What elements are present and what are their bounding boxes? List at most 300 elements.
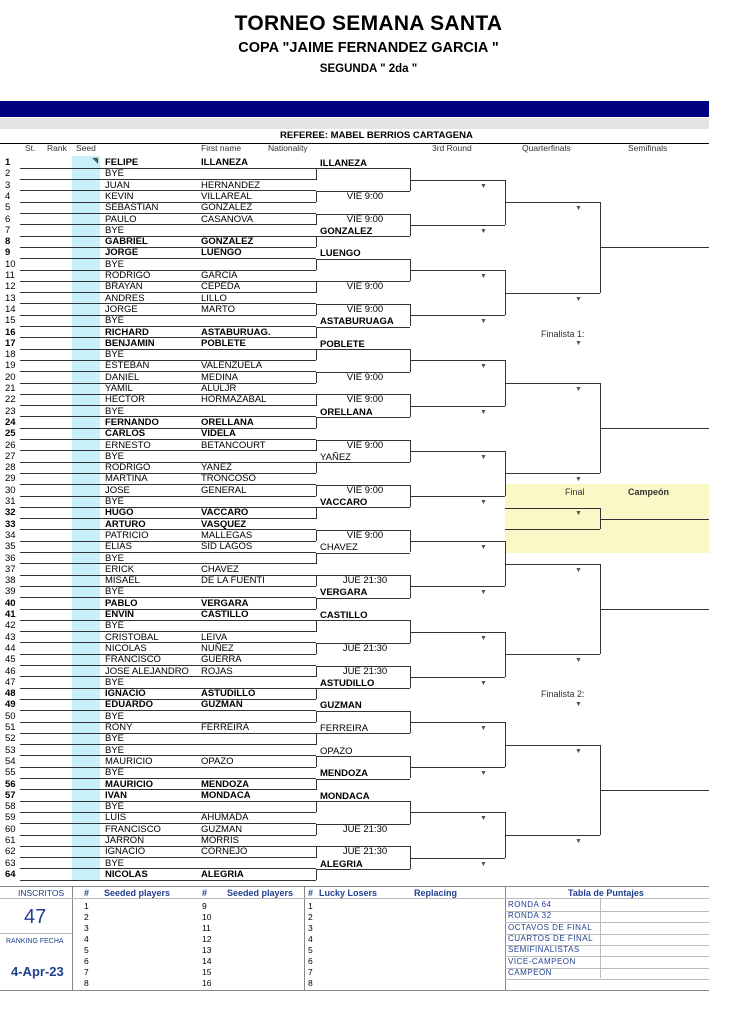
- player-first-name: IGNACIO: [105, 846, 146, 858]
- bracket-line: [316, 824, 317, 835]
- dropdown-arrow-icon[interactable]: ▼: [480, 227, 487, 235]
- player-first-name: ANDRES: [105, 292, 145, 304]
- player-first-name: ERNESTO: [105, 439, 151, 451]
- page-subtitle: COPA "JAIME FERNANDEZ GARCIA ": [238, 40, 499, 56]
- category-label: SEGUNDA " 2da ": [319, 63, 418, 75]
- player-first-name: BYE: [105, 552, 125, 564]
- lucky-loser-number: 3: [308, 923, 313, 933]
- round2-winner: OPAZO: [320, 745, 353, 757]
- draw-position: 22: [5, 394, 16, 406]
- draw-position: 34: [5, 529, 16, 541]
- player-last-name: GUZMAN: [201, 823, 243, 835]
- round2-winner: ALEGRIA: [320, 858, 363, 870]
- row-line: [20, 642, 316, 643]
- dropdown-arrow-icon[interactable]: ▼: [480, 634, 487, 642]
- row-line: [20, 620, 316, 621]
- player-first-name: JOSE ALEJANDRO: [105, 665, 189, 677]
- row-line: [20, 281, 316, 282]
- bracket-line: [316, 575, 317, 586]
- player-first-name: KEVIN: [105, 190, 134, 202]
- seed-number: 3: [84, 923, 89, 933]
- inscritos-count: 47: [24, 906, 47, 928]
- player-first-name: ENVIN: [105, 609, 135, 620]
- dropdown-arrow-icon[interactable]: ▼: [575, 476, 582, 484]
- row-line: [20, 575, 316, 576]
- bracket-line: [316, 575, 410, 576]
- match-time: VIE 9:00: [346, 439, 384, 451]
- dropdown-arrow-icon[interactable]: ▼: [480, 589, 487, 597]
- player-last-name: VALENZUELA: [201, 360, 263, 372]
- player-last-name: HERNANDEZ: [201, 179, 261, 191]
- draw-position: 64: [5, 868, 16, 880]
- dropdown-arrow-icon[interactable]: ▼: [480, 318, 487, 326]
- draw-position: 17: [5, 337, 16, 349]
- player-first-name: LUIS: [105, 812, 127, 824]
- row-line: [20, 360, 316, 361]
- player-last-name: YAÑEZ: [201, 462, 232, 474]
- seed-number: 13: [202, 945, 212, 955]
- header-subband: [0, 118, 709, 129]
- draw-position: 42: [5, 620, 16, 632]
- player-first-name: ARTURO: [105, 518, 146, 530]
- draw-position: 60: [5, 823, 16, 835]
- col-st: St.: [25, 143, 36, 153]
- bracket-line: [410, 632, 505, 633]
- round2-winner: ORELLANA: [320, 406, 373, 418]
- bracket-line: [316, 327, 317, 338]
- player-last-name: POBLETE: [201, 337, 246, 349]
- round2-winner: ASTABURUAGA: [320, 316, 394, 328]
- bracket-line: [410, 180, 505, 181]
- player-last-name: BETANCOURT: [201, 439, 266, 451]
- player-first-name: EDUARDO: [105, 699, 154, 711]
- draw-position: 12: [5, 281, 16, 293]
- match-time: VIE 9:00: [346, 394, 384, 406]
- player-last-name: OPAZO: [201, 755, 234, 767]
- player-first-name: YAMIL: [105, 383, 133, 394]
- seed-number: 15: [202, 967, 212, 977]
- row-line: [20, 778, 316, 779]
- bracket-line: [316, 598, 317, 609]
- player-first-name: BYE: [105, 801, 125, 813]
- player-first-name: BYE: [105, 733, 125, 745]
- final-label: Final: [565, 487, 585, 497]
- round2-winner: MENDOZA: [320, 768, 369, 780]
- seed-marker-icon: ◥: [92, 156, 99, 165]
- player-first-name: BYE: [105, 405, 125, 417]
- col-3rd-round: 3rd Round: [432, 143, 472, 153]
- player-last-name: VASQUEZ: [201, 518, 247, 530]
- player-first-name: RODRIGO: [105, 270, 151, 281]
- bracket-line: [316, 643, 410, 644]
- dropdown-arrow-icon[interactable]: ▼: [575, 295, 582, 303]
- seed-number: 10: [202, 912, 212, 922]
- bracket-line: [316, 666, 410, 667]
- col-seed: Seed: [76, 143, 96, 153]
- champion-label: Campeón: [628, 487, 670, 497]
- draw-position: 25: [5, 428, 16, 440]
- dropdown-arrow-icon[interactable]: ▼: [480, 679, 487, 687]
- ranking-date-label: RANKING FECHA: [6, 938, 64, 945]
- match-time: VIE 9:00: [346, 303, 384, 315]
- player-first-name: HECTOR: [105, 394, 145, 406]
- dropdown-arrow-icon[interactable]: ▼: [480, 408, 487, 416]
- dropdown-arrow-icon[interactable]: ▼: [480, 725, 487, 732]
- bracket-line: [316, 869, 410, 870]
- draw-position: 40: [5, 597, 16, 609]
- dropdown-arrow-icon[interactable]: ▼: [480, 860, 487, 868]
- player-first-name: GABRIEL: [105, 236, 148, 248]
- player-last-name: LILLO: [201, 292, 227, 304]
- draw-position: 56: [5, 778, 16, 790]
- draw-position: 11: [5, 270, 15, 281]
- player-first-name: FRANCISCO: [105, 654, 161, 666]
- bracket-line: [316, 485, 317, 496]
- bracket-line: [600, 609, 709, 610]
- row-line: [20, 529, 316, 530]
- seed-number: 9: [202, 901, 207, 911]
- draw-position: 2: [5, 168, 11, 180]
- bracket-line: [410, 858, 505, 859]
- player-last-name: VERGARA: [201, 597, 249, 609]
- row-line: [20, 371, 316, 372]
- col-nationality: Nationality: [268, 143, 308, 153]
- player-last-name: ORELLANA: [201, 416, 254, 428]
- row-line: [20, 337, 316, 338]
- row-line: [20, 733, 316, 734]
- dropdown-arrow-icon[interactable]: ▼: [480, 499, 487, 506]
- bracket-line: [600, 247, 709, 248]
- seeded-hash-b: #: [202, 888, 208, 898]
- bracket-line: [410, 360, 505, 361]
- draw-position: 43: [5, 631, 16, 643]
- ranking-date: 4-Apr-23: [11, 964, 64, 979]
- dropdown-arrow-icon[interactable]: ▼: [575, 657, 582, 665]
- bracket-line: [410, 225, 505, 226]
- player-first-name: BYE: [105, 767, 125, 779]
- row-line: [20, 496, 316, 497]
- match-time: VIE 9:00: [346, 529, 384, 541]
- player-last-name: VACCARO: [201, 507, 249, 519]
- player-last-name: ALEGRIA: [201, 868, 244, 880]
- player-first-name: BYE: [105, 586, 125, 598]
- lucky-loser-number: 1: [308, 901, 313, 911]
- draw-position: 36: [5, 552, 16, 564]
- row-line: [20, 224, 316, 225]
- player-last-name: VIDELA: [201, 428, 236, 440]
- bracket-line: [316, 462, 317, 473]
- player-first-name: FELIPE: [105, 157, 139, 168]
- player-first-name: BYE: [105, 450, 125, 462]
- player-first-name: NICOLAS: [105, 642, 147, 654]
- dropdown-arrow-icon[interactable]: ▼: [575, 838, 582, 845]
- draw-position: 20: [5, 371, 16, 383]
- bracket-line: [316, 733, 317, 744]
- bracket-line: [316, 327, 410, 328]
- player-last-name: GUZMAN: [201, 699, 243, 711]
- draw-position: 28: [5, 462, 16, 474]
- draw-position: 8: [5, 236, 11, 248]
- player-last-name: AHUMADA: [201, 812, 249, 824]
- bracket-line: [316, 372, 410, 373]
- round2-winner: POBLETE: [320, 338, 365, 350]
- player-last-name: LUENGO: [201, 247, 242, 259]
- draw-position: 50: [5, 710, 16, 722]
- player-last-name: CASTILLO: [201, 609, 249, 620]
- dropdown-arrow-icon[interactable]: ▼: [480, 182, 487, 190]
- player-first-name: CARLOS: [105, 428, 146, 440]
- replacing-header: Replacing: [414, 888, 458, 898]
- bracket-line: [316, 733, 410, 734]
- player-first-name: BYE: [105, 620, 125, 632]
- bracket-line: [316, 394, 410, 395]
- bracket-line: [316, 779, 410, 780]
- row-line: [20, 179, 316, 180]
- puntajes-row: RONDA 64: [508, 900, 552, 909]
- bracket-line: [316, 372, 317, 383]
- bracket-line: [505, 383, 600, 384]
- bracket-line: [316, 824, 410, 825]
- row-line: [20, 801, 316, 802]
- row-line: [20, 450, 316, 451]
- round2-winner: VERGARA: [320, 587, 368, 599]
- row-line: [20, 190, 316, 191]
- round2-winner: LUENGO: [320, 248, 361, 260]
- seeded-header-a: Seeded players: [104, 888, 171, 898]
- bracket-line: [316, 801, 410, 802]
- dropdown-arrow-icon[interactable]: ▼: [480, 544, 487, 552]
- player-first-name: HUGO: [105, 507, 134, 519]
- bracket-line: [316, 281, 317, 292]
- player-first-name: FRANCISCO: [105, 823, 161, 835]
- player-first-name: PATRICIO: [105, 529, 149, 541]
- dropdown-arrow-icon[interactable]: ▼: [575, 701, 582, 709]
- finalista-1-label: Finalista 1:: [541, 329, 585, 339]
- row-line: [20, 654, 316, 655]
- row-line: [20, 631, 316, 632]
- player-first-name: MAURICIO: [105, 755, 153, 767]
- match-time: VIE 9:00: [346, 371, 384, 383]
- dropdown-arrow-icon[interactable]: ▼: [575, 747, 582, 755]
- row-line: [20, 349, 316, 350]
- player-first-name: JOSE: [105, 484, 130, 496]
- bracket-line: [410, 496, 505, 497]
- lucky-losers-header: Lucky Losers: [319, 888, 378, 898]
- player-first-name: BYE: [105, 168, 125, 180]
- row-line: [20, 462, 316, 463]
- player-last-name: ASTABURUAG.: [201, 326, 271, 338]
- bracket-line: [410, 406, 505, 407]
- seed-number: 6: [84, 956, 89, 966]
- draw-position: 62: [5, 846, 16, 858]
- dropdown-arrow-icon[interactable]: ▼: [575, 205, 582, 213]
- player-last-name: GONZALEZ: [201, 202, 253, 214]
- row-line: [20, 394, 316, 395]
- row-line: [20, 823, 316, 824]
- bracket-line: [316, 553, 317, 564]
- seeded-header-b: Seeded players: [227, 888, 294, 898]
- lucky-loser-number: 8: [308, 978, 313, 988]
- seed-number: 8: [84, 978, 89, 988]
- draw-position: 54: [5, 755, 16, 767]
- bracket-line: [316, 259, 410, 260]
- round2-winner: ILLANEZA: [320, 158, 367, 169]
- round2-winner: YAÑEZ: [320, 451, 351, 463]
- draw-position: 14: [5, 303, 16, 315]
- bracket-line: [316, 846, 410, 847]
- player-first-name: BYE: [105, 857, 125, 869]
- player-first-name: ESTEBAN: [105, 360, 150, 372]
- bracket-line: [316, 349, 410, 350]
- bracket-line: [316, 779, 317, 790]
- round2-winner: VACCARO: [320, 497, 368, 508]
- draw-position: 57: [5, 789, 16, 801]
- bracket-line: [316, 259, 317, 270]
- bracket-line: [316, 168, 410, 169]
- bracket-line: [316, 530, 410, 531]
- row-line: [20, 755, 316, 756]
- bracket-line: [316, 236, 317, 247]
- player-first-name: BYE: [105, 315, 125, 327]
- bracket-line: [316, 349, 317, 360]
- header-divider: [0, 143, 709, 144]
- player-first-name: BRAYAN: [105, 281, 143, 293]
- dropdown-arrow-icon[interactable]: ▼: [480, 363, 487, 371]
- dropdown-arrow-icon[interactable]: ▼: [480, 815, 487, 823]
- dropdown-arrow-icon[interactable]: ▼: [575, 566, 582, 574]
- row-line: [20, 835, 316, 836]
- player-last-name: GONZALEZ: [201, 236, 254, 248]
- player-last-name: CEPEDA: [201, 281, 241, 293]
- player-first-name: MAURICIO: [105, 778, 154, 790]
- player-first-name: JARRON: [105, 835, 145, 846]
- seed-number: 4: [84, 934, 89, 944]
- draw-position: 51: [5, 722, 16, 733]
- bracket-line: [316, 553, 410, 554]
- draw-position: 13: [5, 292, 16, 304]
- row-line: [20, 586, 316, 587]
- table-divider: [600, 898, 601, 978]
- bracket-line: [316, 394, 317, 405]
- row-line: [20, 846, 316, 847]
- player-first-name: ERICK: [105, 563, 135, 575]
- seed-number: 7: [84, 967, 89, 977]
- draw-position: 47: [5, 676, 16, 688]
- round2-winner: CASTILLO: [320, 610, 368, 621]
- player-first-name: BYE: [105, 496, 125, 507]
- bracket-line: [316, 440, 410, 441]
- player-first-name: BYE: [105, 744, 125, 756]
- bracket-line: [316, 801, 317, 812]
- round2-winner: FERREIRA: [320, 723, 369, 734]
- bracket-line: [600, 428, 709, 429]
- dropdown-arrow-icon[interactable]: ▼: [480, 770, 487, 778]
- draw-position: 63: [5, 857, 16, 869]
- draw-position: 33: [5, 518, 16, 530]
- row-line: [20, 880, 316, 881]
- bracket-line: [410, 315, 505, 316]
- row-line: [20, 405, 316, 406]
- draw-position: 24: [5, 416, 16, 428]
- seed-number: 14: [202, 956, 212, 966]
- draw-position: 52: [5, 733, 16, 745]
- row-line: [20, 168, 316, 169]
- puntajes-header: Tabla de Puntajes: [568, 888, 644, 898]
- player-last-name: MONDACA: [201, 789, 251, 801]
- draw-position: 23: [5, 405, 16, 417]
- row-line: [20, 676, 316, 677]
- lucky-loser-number: 7: [308, 967, 313, 977]
- row-line: [20, 857, 316, 858]
- bracket-line: [410, 586, 505, 587]
- row-line: [20, 484, 316, 485]
- bracket-line: [505, 745, 600, 746]
- dropdown-arrow-icon[interactable]: ▼: [480, 453, 487, 461]
- row-line: [20, 270, 316, 271]
- draw-position: 45: [5, 654, 16, 666]
- player-first-name: RICHARD: [105, 326, 149, 338]
- bracket-line: [316, 507, 410, 508]
- col-rank: Rank: [47, 143, 67, 153]
- bracket-line: [316, 236, 410, 237]
- bracket-line: [316, 643, 317, 654]
- row-line: [20, 597, 316, 598]
- bracket-line: [316, 214, 317, 225]
- player-first-name: JUAN: [105, 179, 130, 191]
- draw-position: 32: [5, 507, 16, 519]
- header-band: [0, 101, 709, 117]
- match-time: VIE 9:00: [346, 190, 384, 202]
- row-line: [20, 428, 316, 429]
- player-last-name: TRONCOSO: [201, 473, 256, 485]
- bracket-line: [505, 293, 600, 294]
- draw-position: 55: [5, 767, 16, 779]
- col-quarterfinals: Quarterfinals: [522, 143, 571, 153]
- row-line: [20, 383, 316, 384]
- dropdown-arrow-icon[interactable]: ▼: [575, 386, 582, 393]
- bracket-line: [600, 519, 709, 520]
- match-time: JUE 21:30: [342, 575, 388, 587]
- player-last-name: FERREIRA: [201, 722, 250, 733]
- player-first-name: MARTINA: [105, 473, 148, 485]
- dropdown-arrow-icon[interactable]: ▼: [575, 510, 582, 518]
- bracket-line: [505, 564, 600, 565]
- bracket-line: [410, 677, 505, 678]
- bracket-line: [316, 620, 317, 631]
- dropdown-arrow-icon[interactable]: ▼: [575, 339, 582, 347]
- player-first-name: BYE: [105, 258, 125, 270]
- draw-position: 9: [5, 247, 11, 259]
- player-first-name: NICOLAS: [105, 868, 148, 880]
- bracket-line: [316, 485, 410, 486]
- bracket-line: [316, 869, 317, 880]
- col-semifinals: Semifinals: [628, 143, 668, 153]
- match-time: JUE 21:30: [342, 665, 388, 677]
- bracket-line: [410, 767, 505, 768]
- player-first-name: FERNANDO: [105, 416, 159, 428]
- player-last-name: MARTO: [201, 303, 235, 315]
- player-last-name: ILLANEZA: [201, 157, 248, 168]
- player-first-name: BYE: [105, 224, 125, 236]
- dropdown-arrow-icon[interactable]: ▼: [480, 273, 487, 280]
- puntajes-row: OCTAVOS DE FINAL: [508, 922, 593, 932]
- player-last-name: LEIVA: [201, 631, 228, 643]
- row-line: [20, 552, 316, 553]
- bracket-line: [316, 304, 317, 315]
- seed-number: 5: [84, 945, 89, 955]
- bracket-line: [316, 417, 317, 428]
- draw-position: 53: [5, 744, 16, 756]
